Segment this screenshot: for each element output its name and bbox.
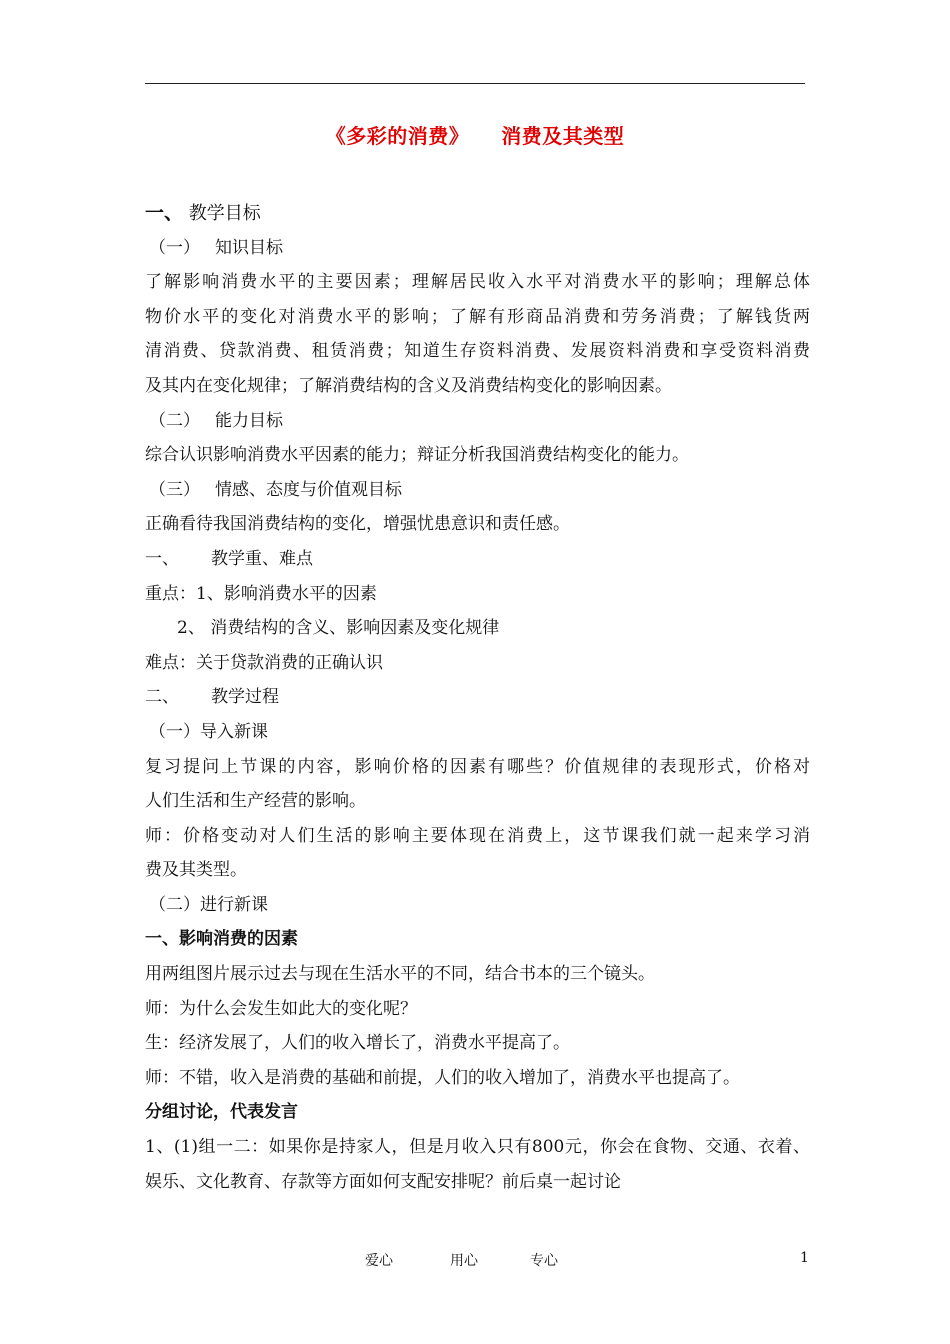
subheading-ability: （二） 能力目标: [149, 410, 283, 431]
paragraph-line: 及其内在变化规律；了解消费结构的含义及消费结构变化的影响因素。: [145, 375, 672, 396]
paragraph-line: 复习提问上节课的内容，影响价格的因素有哪些？价值规律的表现形式，价格对: [145, 756, 810, 777]
subheading-intro: （一）导入新课: [149, 721, 268, 742]
header-rule: [145, 83, 805, 84]
page-number: 1: [800, 1250, 809, 1266]
paragraph-line: 师：价格变动对人们生活的影响主要体现在消费上，这节课我们就一起来学习消: [145, 825, 810, 846]
paragraph-line: 综合认识影响消费水平因素的能力；辩证分析我国消费结构变化的能力。: [145, 445, 689, 466]
paragraph-line: 1、(1)组一二：如果你是持家人，但是月收入只有800元，你会在食物、交通、衣着、: [145, 1137, 810, 1158]
footer-middle: 用心: [450, 1253, 478, 1269]
subheading-attitude: （三） 情感、态度与价值观目标: [149, 479, 402, 500]
paragraph-line: 了解影响消费水平的主要因素；理解居民收入水平对消费水平的影响；理解总体: [145, 272, 810, 293]
section-heading-objectives: 一、 教学目标: [145, 202, 261, 224]
heading-consumption-factors: 一、影响消费的因素: [145, 929, 298, 950]
title-book: 《多彩的消费》: [325, 124, 470, 148]
paragraph-line: 清消费、贷款消费、租赁消费；知道生存资料消费、发展资料消费和享受资料消费: [145, 341, 810, 362]
key-point-1: 重点：1、影响消费水平的因素: [145, 583, 377, 604]
paragraph-line: 人们生活和生产经营的影响。: [145, 791, 366, 812]
paragraph-line: 生：经济发展了，人们的收入增长了，消费水平提高了。: [145, 1033, 570, 1054]
footer-right: 专心: [530, 1253, 558, 1269]
paragraph-line: 师：不错，收入是消费的基础和前提，人们的收入增加了，消费水平也提高了。: [145, 1067, 740, 1088]
document-title: [145, 120, 805, 149]
paragraph-line: 费及其类型。: [145, 860, 247, 881]
section-heading-process: 二、 教学过程: [145, 687, 279, 708]
title-topic: 消费及其类型: [501, 124, 625, 148]
subheading-knowledge: （一） 知识目标: [149, 237, 283, 258]
paragraph-line: 娱乐、文化教育、存款等方面如何支配安排呢？前后桌一起讨论: [145, 1171, 621, 1192]
paragraph-line: 正确看待我国消费结构的变化，增强忧患意识和责任感。: [145, 514, 570, 535]
heading-group-discussion: 分组讨论，代表发言: [145, 1102, 298, 1123]
paragraph-line: 用两组图片展示过去与现在生活水平的不同，结合书本的三个镜头。: [145, 964, 655, 985]
document-body: [145, 196, 810, 1199]
footer-left: 爱心: [365, 1253, 393, 1269]
paragraph-line: 物价水平的变化对消费水平的影响；了解有形商品消费和劳务消费；了解钱货两: [145, 306, 810, 327]
difficult-point: 难点：关于贷款消费的正确认识: [145, 652, 383, 673]
paragraph-line: 师：为什么会发生如此大的变化呢？: [145, 998, 417, 1019]
key-point-2: 2、 消费结构的含义、影响因素及变化规律: [177, 618, 500, 639]
section-heading-keypoints: 一、 教学重、难点: [145, 548, 313, 569]
subheading-new-lesson: （二）进行新课: [149, 894, 268, 915]
